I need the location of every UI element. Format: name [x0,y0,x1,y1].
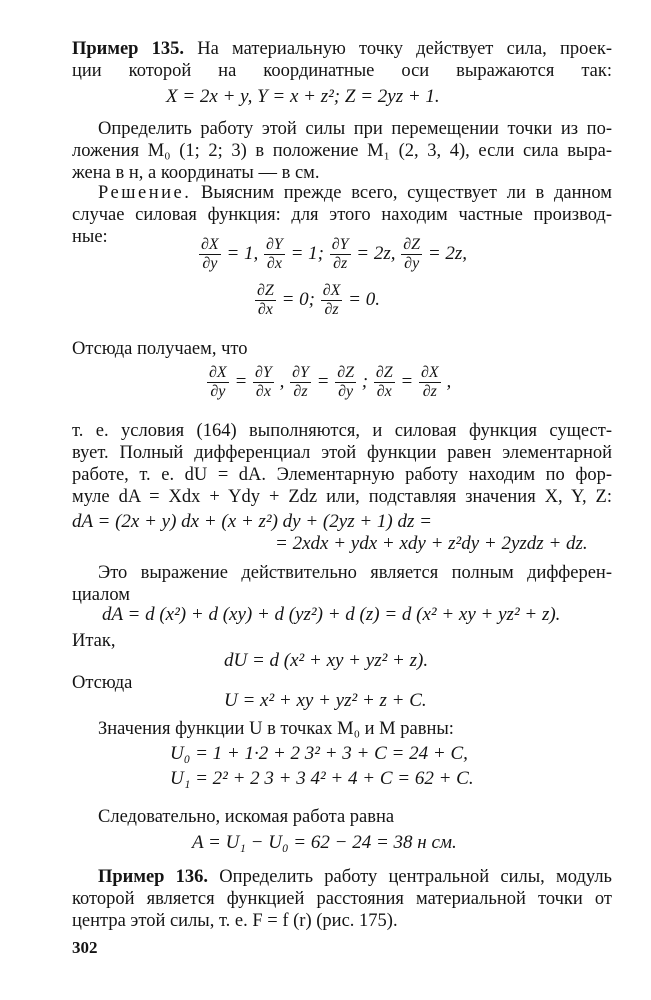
page-number: 302 [72,938,98,957]
conditions-paragraph [72,420,612,508]
equation-text: = [311,370,335,392]
fraction-numerator: ∂Y [255,364,272,381]
fraction-numerator: ∂Z [403,236,421,253]
work-differential-equation-2: = 2xdx + ydx + xdy + z²dy + 2yzdz + dz. [275,533,588,554]
fraction-numerator: ∂Y [331,236,349,253]
itak-text: Итак, [72,631,116,651]
task-line-2: ложения M₀ (1; 2; 3) в положение M₁ (2, 3, 4), если сила выра- [72,141,612,161]
fraction [199,236,221,273]
fraction-numerator: ∂X [209,364,227,381]
values-paragraph [72,718,612,740]
fraction-denominator: ∂x [255,383,271,400]
work-differential-equation-1: dA = (2x + y) dx + (x + z²) dy + (2yz + 1) dz = [72,511,432,532]
conditions-line-3: работе, т. е. dU = dA. Элементарную работу находим по фор- [72,465,612,485]
fraction [321,282,343,319]
differential-line-2: циалом [72,585,131,605]
fraction [264,236,285,273]
fraction [374,364,395,401]
task-line-1: Определить работу этой силы при перемещении точки из по- [98,119,612,139]
fraction [290,364,311,401]
equation-text: , [274,370,290,392]
hence-paragraph [72,338,612,360]
solution-line-1: Решение. Выясним прежде всего, существует ли в данном [98,183,612,203]
fraction [253,364,274,401]
fraction-numerator: ∂X [421,364,439,381]
fraction-numerator: ∂Z [337,364,355,381]
task-paragraph [72,118,612,184]
fraction [401,236,422,273]
itak-paragraph [72,630,612,652]
partial-derivatives-row-1 [198,236,467,273]
therefore-text: Следовательно, искомая работа равна [98,807,395,827]
example-136-label: Пример 136. [98,867,209,887]
otsyuda-text: Отсюда [72,673,133,693]
therefore-paragraph [72,806,612,828]
fraction-denominator: ∂y [404,255,420,272]
u1-equation: U₁ = 2² + 2 3 + 3 4² + 4 + C = 62 + C. [170,768,474,789]
equation-text: ; [357,370,373,392]
fraction-numerator: ∂X [201,236,219,253]
example-135-label: Пример 135. [72,39,185,59]
equation-text: = 1, [221,242,264,264]
differential-line-1: Это выражение действительно является полным дифферен- [98,563,612,583]
fraction-denominator: ∂x [376,383,392,400]
differential-paragraph [72,562,612,606]
fraction-denominator: ∂z [324,301,339,318]
equation-text: = 1; [285,242,329,264]
total-differential-equation: dA = d (x²) + d (xy) + d (yz²) + d (z) = d (x² + xy + yz² + z). [102,604,561,625]
example-135-intro [72,38,612,82]
equation-text: = [229,370,253,392]
fraction [207,364,229,401]
solution-label: Решение. [98,183,192,203]
fraction-denominator: ∂y [202,255,218,272]
example-136-intro [72,866,612,932]
values-text: Значения функции U в точках M₀ и M равны: [98,719,454,739]
equation-text: = [395,370,418,392]
fraction-denominator: ∂z [293,383,308,400]
fraction-numerator: ∂Z [375,364,393,381]
example-135-line-1: Пример 135. На материальную точку действует сила, проек- [72,39,612,59]
u-function-equation: U = x² + xy + yz² + z + C. [224,690,427,711]
equation-text: = 0. [343,288,380,310]
equation-text: , [441,370,452,392]
equation-text: = 0; [276,288,320,310]
fraction-numerator: ∂Y [266,236,283,253]
fraction-numerator: ∂Y [292,364,309,381]
fraction [419,364,441,401]
example-136-line-3: центра этой силы, т. е. F = f (r) (рис. 175). [72,911,398,931]
fraction-denominator: ∂y [210,383,226,400]
fraction-denominator: ∂x [257,301,273,318]
fraction [255,282,276,319]
fraction-denominator: ∂z [422,383,437,400]
fraction [335,364,356,401]
fraction-numerator: ∂Z [257,282,274,299]
solution-line-3: ные: [72,227,108,247]
fraction [330,236,351,273]
conditions-line-1: т. е. условия (164) выполняются, и силовая функция сущест- [72,421,612,441]
force-components-equation: X = 2x + y, Y = x + z²; Z = 2yz + 1. [166,86,440,107]
example-135-line-2: ции которой на координатные оси выражаются так: [72,61,612,81]
work-result-equation: A = U₁ − U₀ = 62 − 24 = 38 н см. [192,832,457,853]
task-line-3: жена в н, а координаты — в см. [72,163,320,183]
equation-text: = 2z, [423,242,468,264]
solution-line-2: случае силовая функция: для этого находим частные производ- [72,205,612,225]
example-136-line-1: Пример 136. Определить работу центральной силы, модуль [98,867,612,887]
fraction-numerator: ∂X [322,282,341,299]
du-equation: dU = d (x² + xy + yz² + z). [224,650,429,671]
fraction-denominator: ∂z [333,255,348,272]
u0-equation: U₀ = 1 + 1·2 + 2 3² + 3 + C = 24 + C, [170,743,468,764]
hence-text: Отсюда получаем, что [72,339,248,359]
partial-derivatives-row-2 [254,282,380,319]
fraction-denominator: ∂y [338,383,354,400]
fraction-denominator: ∂x [266,255,282,272]
example-136-line-2: которой является функцией расстояния материальной точки от [72,889,612,909]
exactness-conditions [206,364,451,401]
conditions-line-2: вует. Полный дифференциал этой функции равен элементарной [72,443,612,463]
conditions-line-4: муле dA = Xdx + Ydy + Zdz или, подставляя значения X, Y, Z: [72,487,612,507]
equation-text: = 2z, [351,242,401,264]
